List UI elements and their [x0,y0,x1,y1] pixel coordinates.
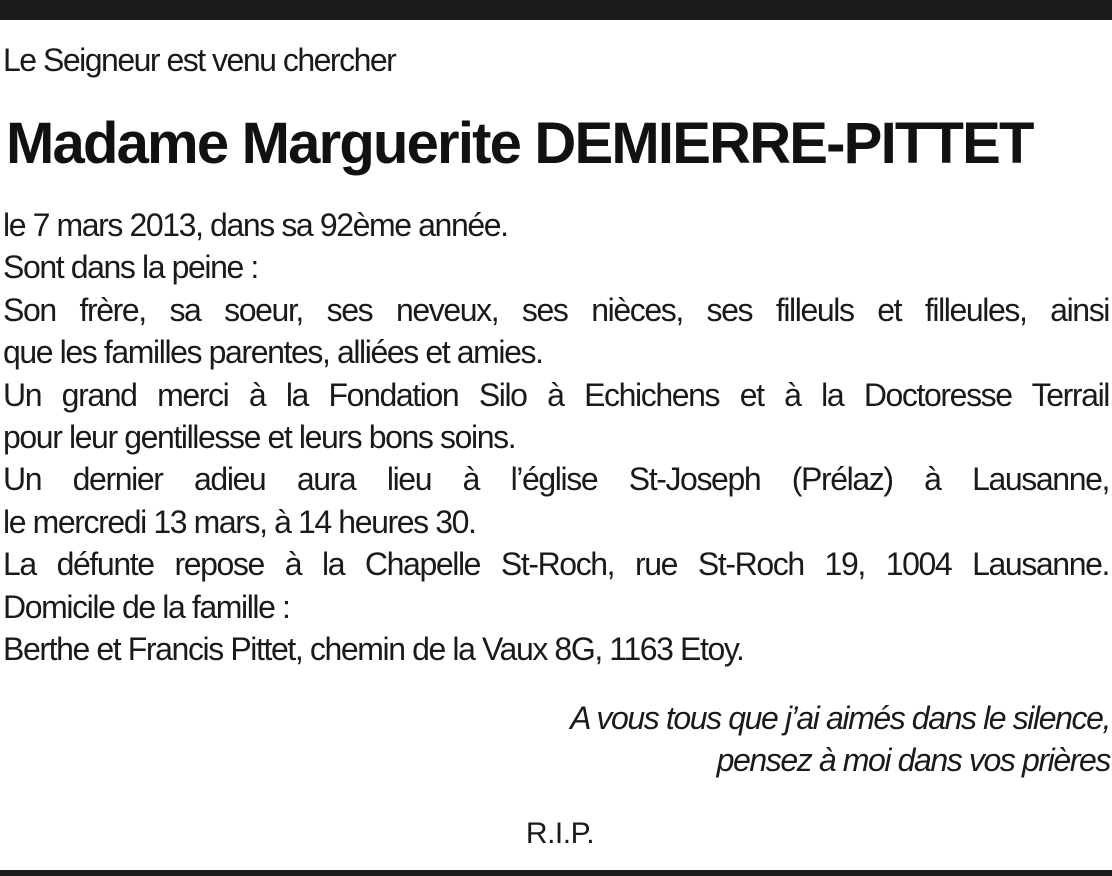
notice-body [3,204,1109,670]
body-line-ceremony-time: le mercredi 13 mars, à 14 heures 30. [3,503,476,540]
verse-line-1: A vous tous que j’ai aimés dans le silence, [570,700,1110,736]
body-line-mourners-heading: Sont dans la peine : [3,249,258,286]
body-line-ceremony: Un dernier adieu aura lieu à l’église St-Joseph (Prélaz) à Lausanne, [3,461,1109,498]
deceased-name-heading: Madame Marguerite DEMIERRE-PITTET [6,111,1033,176]
top-border-rule [0,0,1112,20]
body-line-family: Son frère, sa soeur, ses neveux, ses nièces, ses filleuls et filleules, ainsi [3,291,1109,328]
body-line-thanks-cont: pour leur gentillesse et leurs bons soins. [3,418,516,455]
body-line-chapel: La défunte repose à la Chapelle St-Roch, rue St-Roch 19, 1004 Lausanne. [3,546,1109,583]
intro-line: Le Seigneur est venu chercher [3,42,396,78]
body-line-domicile-heading: Domicile de la famille : [3,588,290,625]
bottom-border-rule [0,870,1112,876]
body-line-family-cont: que les familles parentes, alliées et amies. [3,334,543,371]
verse-line-2: pensez à moi dans vos prières [716,742,1110,778]
body-line-domicile-address: Berthe et Francis Pittet, chemin de la Vaux 8G, 1163 Etoy. [3,630,744,667]
verse-quote [570,697,1110,781]
body-line-thanks: Un grand merci à la Fondation Silo à Echichens et à la Doctoresse Terrail [3,376,1109,413]
rip-closing: R.I.P. [525,817,595,850]
body-line-date: le 7 mars 2013, dans sa 92ème année. [3,207,508,243]
